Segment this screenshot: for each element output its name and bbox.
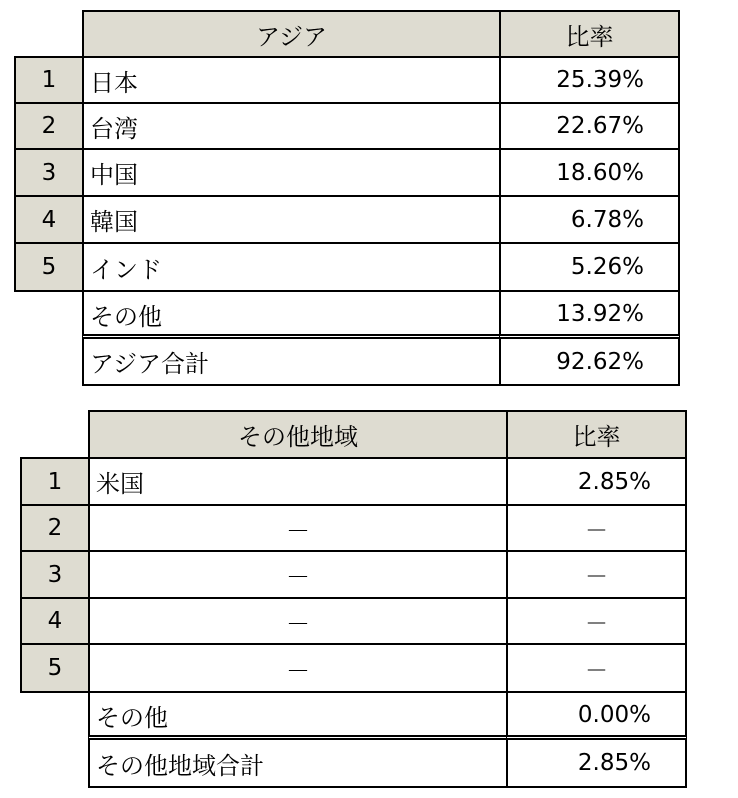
asia-total-label: アジア合計 <box>82 334 501 386</box>
other-ratio-2: － <box>506 504 687 552</box>
asia-ratio-2: 22.67% <box>499 102 680 150</box>
other-ratio-header: 比率 <box>506 410 687 459</box>
asia-country-2: 台湾 <box>82 102 501 150</box>
asia-rank-2: 2 <box>14 102 84 150</box>
other-rank-2: 2 <box>20 504 90 552</box>
asia-ratio-3: 18.60% <box>499 148 680 197</box>
asia-rank-3: 3 <box>14 148 84 197</box>
asia-other-label: その他 <box>82 290 501 338</box>
asia-region-header: アジア <box>82 10 501 58</box>
asia-country-1: 日本 <box>82 56 501 104</box>
asia-ratio-4: 6.78% <box>499 195 680 244</box>
asia-total-ratio: 92.62% <box>499 334 680 386</box>
other-ratio-3: － <box>506 550 687 599</box>
asia-other-ratio: 13.92% <box>499 290 680 338</box>
other-region-header: その他地域 <box>88 410 508 459</box>
other-rank-3: 3 <box>20 550 90 599</box>
other-country-1: 米国 <box>88 457 508 506</box>
asia-rank-5: 5 <box>14 242 84 292</box>
other-total-label: その他地域合計 <box>88 735 508 788</box>
other-rank-5: 5 <box>20 643 90 693</box>
other-country-5: － <box>88 643 508 693</box>
asia-rank-1: 1 <box>14 56 84 104</box>
other-country-2: － <box>88 504 508 552</box>
other-country-4: － <box>88 597 508 645</box>
other-rank-1: 1 <box>20 457 90 506</box>
asia-ratio-1: 25.39% <box>499 56 680 104</box>
other-ratio-5: － <box>506 643 687 693</box>
other-other-label: その他 <box>88 691 508 739</box>
asia-country-4: 韓国 <box>82 195 501 244</box>
asia-country-3: 中国 <box>82 148 501 197</box>
asia-ratio-header: 比率 <box>499 10 680 58</box>
other-country-3: － <box>88 550 508 599</box>
other-total-ratio: 2.85% <box>506 735 687 788</box>
other-ratio-4: － <box>506 597 687 645</box>
other-ratio-1: 2.85% <box>506 457 687 506</box>
other-rank-4: 4 <box>20 597 90 645</box>
asia-ratio-5: 5.26% <box>499 242 680 292</box>
asia-country-5: インド <box>82 242 501 292</box>
asia-rank-4: 4 <box>14 195 84 244</box>
other-other-ratio: 0.00% <box>506 691 687 739</box>
